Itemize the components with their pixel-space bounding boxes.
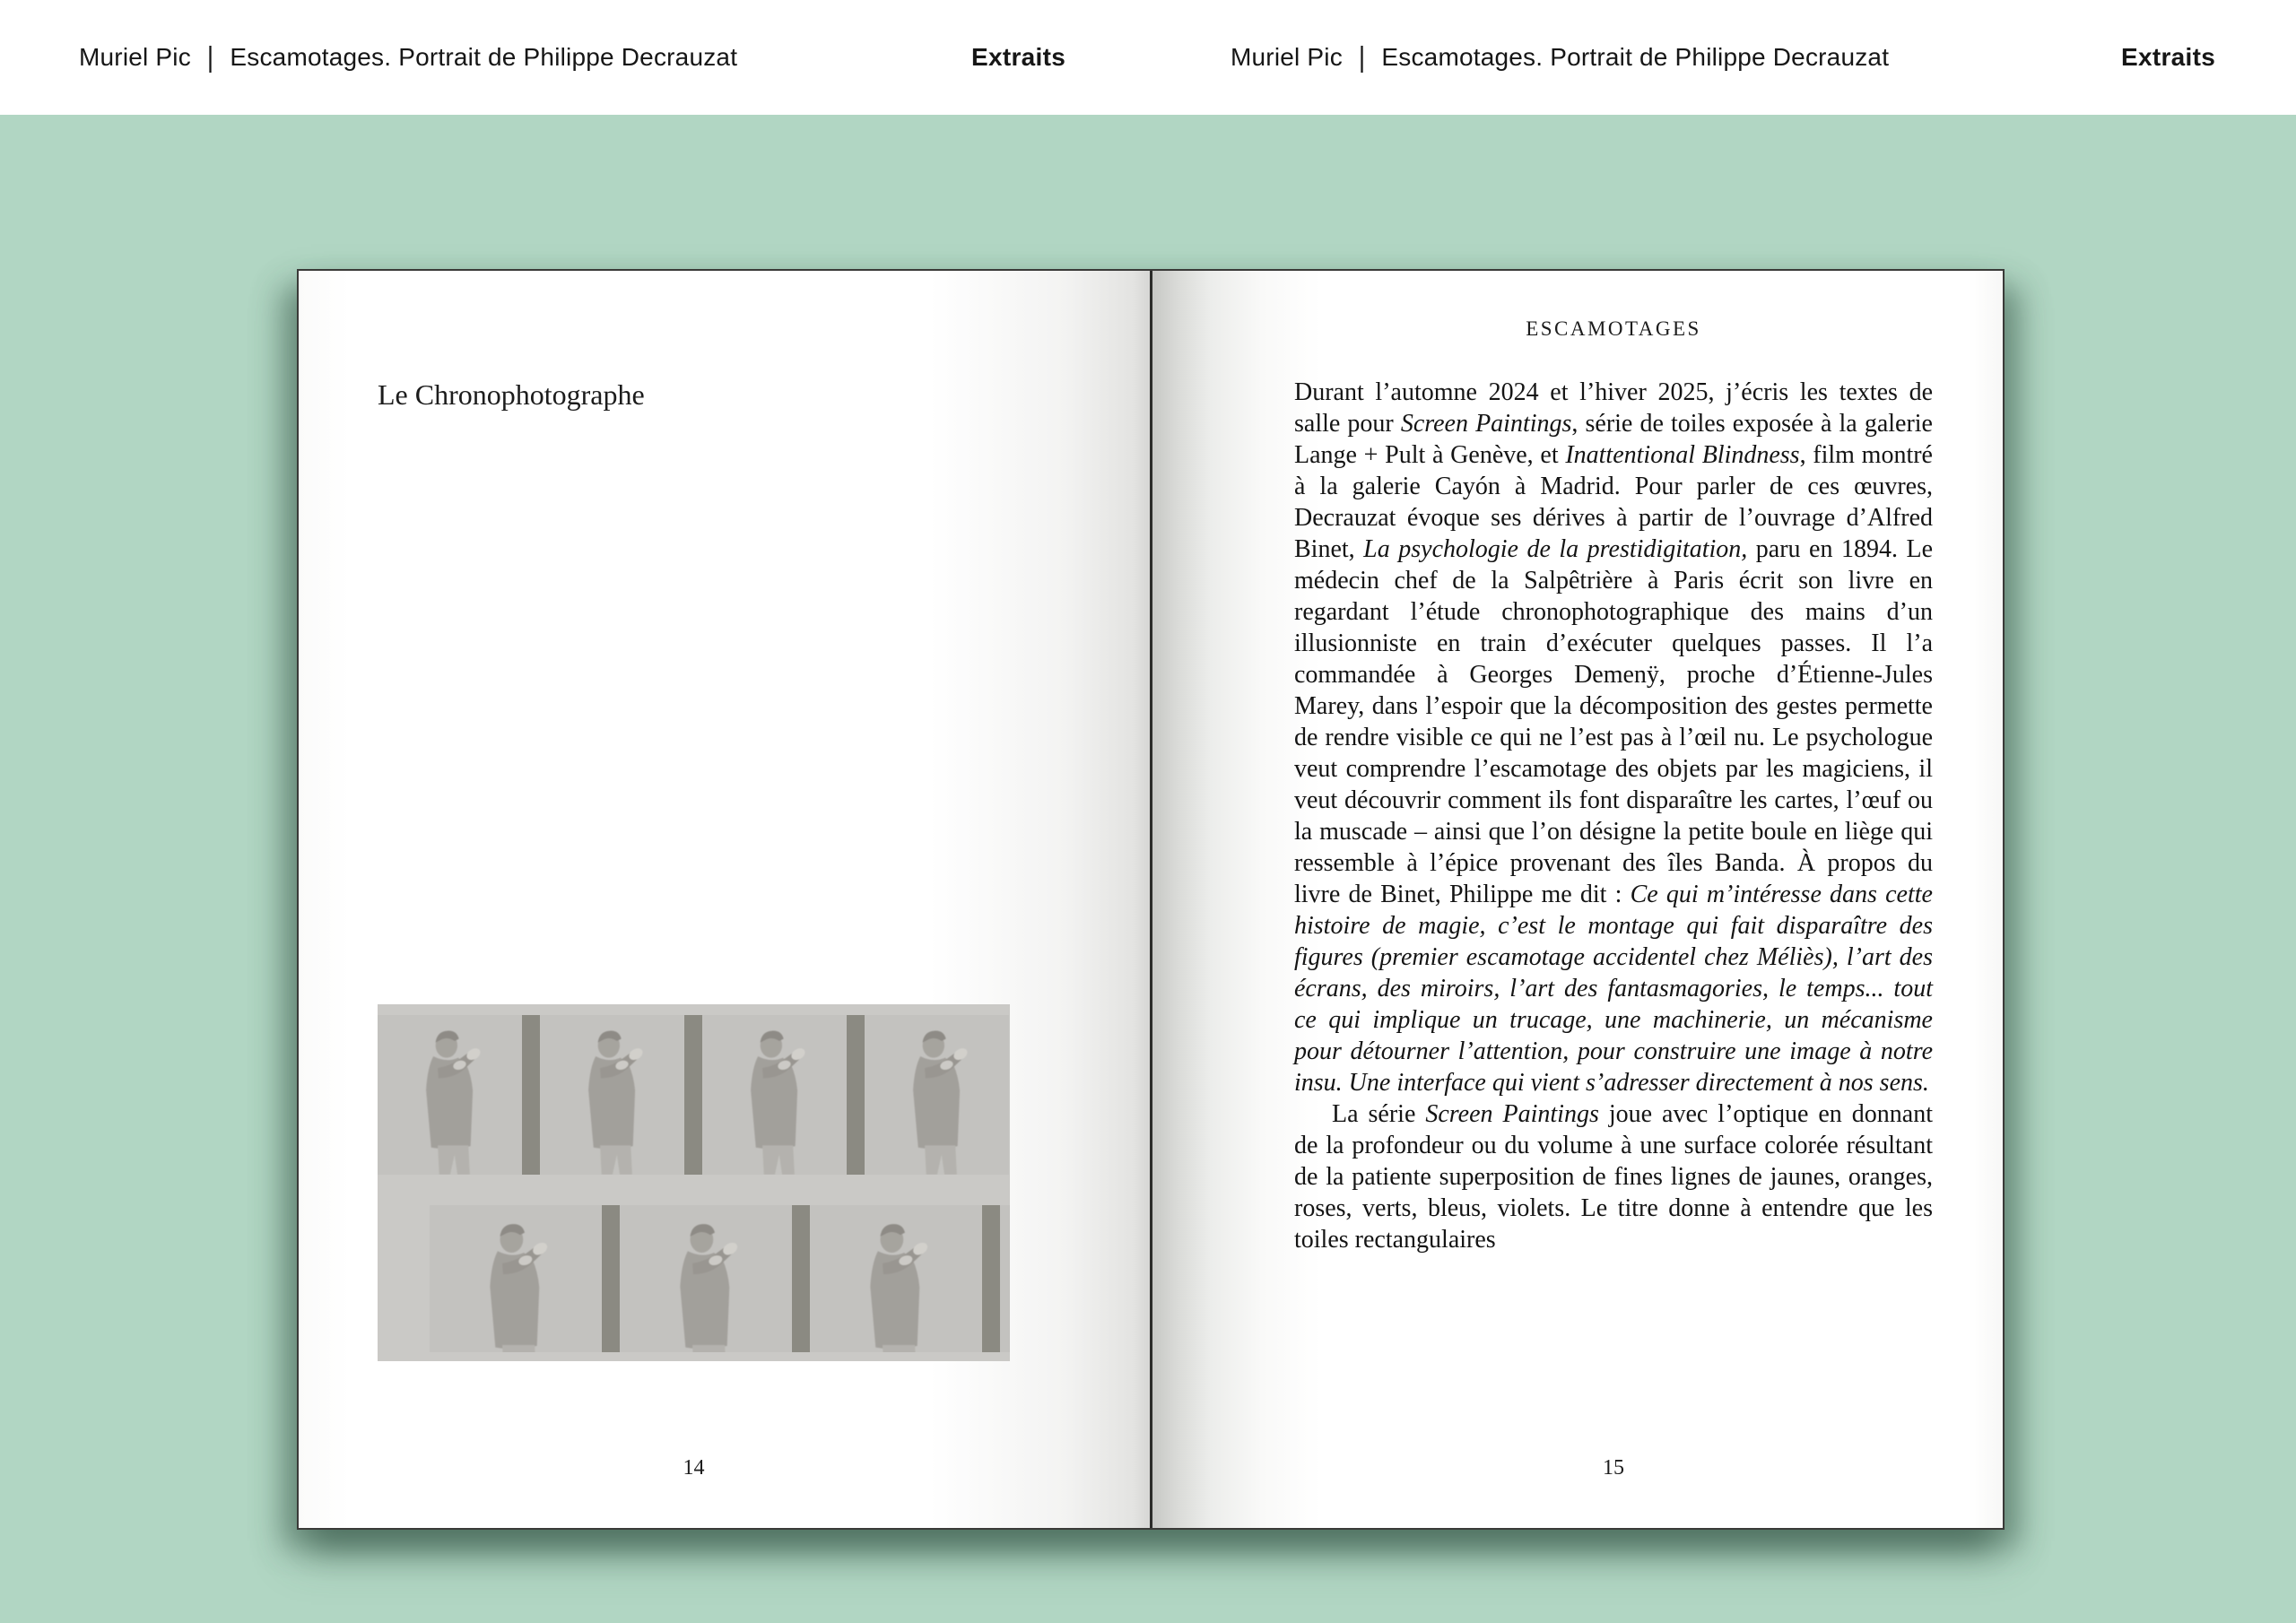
header-left-section-label: Extraits [971, 43, 1066, 71]
header-left-title [79, 0, 737, 115]
work-title: Escamotages. Portrait de Philippe Decrauzat [1381, 43, 1890, 71]
illusionist-figure [387, 1021, 502, 1175]
header-right-title [1231, 0, 1889, 115]
chronophoto-frame [865, 1015, 1009, 1175]
page-number-right: 15 [1603, 1456, 1624, 1480]
top-header-bar [0, 0, 2296, 115]
page-right [1151, 271, 2003, 1528]
paragraph: Durant l’automne 2024 et l’hiver 2025, j’écris les textes de salle pour Screen Paintings, série de toiles exposée à la galerie Lange + Pult à Genève, et Inattentional Blindness, film montré à la galerie Cayón à Madrid. Pour parler de ces œuvres, Decrauzat évoque ses dérives à partir de l’ouvrage d’Alfred Binet, La psychologie de la prestidigitation, paru en 1894. Le médecin chef de la Salpêtrière à Paris écrit son livre en regardant l’étude chronophotographique des mains d’un illusionniste en train d’exécuter quelques passes. Il l’a commandée à Georges Demenÿ, proche d’Étienne-Jules Marey, dans l’espoir que la décomposition des gestes permette de rendre visible ce qui ne l’est pas à l’œil nu. Le psychologue veut comprendre l’escamotage des objets par les magiciens, il veut découvrir comment ils font disparaître les cartes, l’œuf ou la muscade – ainsi que l’on désigne la petite boule en liège qui ressemble à l’épice provenant des îles Banda. À propos du livre de Binet, Philippe me dit : Ce qui m’intéresse dans cette histoire de magie, c’est le montage qui fait disparaître des figures (premier escamotage accidentel chez Méliès), l’art des écrans, des miroirs, l’art des fantasmagories, le temps... tout ce qui implique un trucage, une machinerie, un mécanisme pour détourner l’attention, pour construire une image à notre insu. Une interface qui vient s’adresser directement à nos sens. [1294, 378, 1934, 1097]
photo-strip-top [378, 1015, 1010, 1175]
running-head: ESCAMOTAGES [1526, 317, 1701, 340]
frame-separator [522, 1015, 540, 1175]
frame-separator [982, 1205, 1000, 1352]
photo-strip-bottom [430, 1205, 1010, 1352]
paragraph: La série Screen Paintings joue avec l’optique en donnant de la profondeur ou du volume à une surface colorée résultant de la patiente superposition de fines lignes de jaunes, oranges, roses, verts, bleus, violets. Le titre donne à entendre que les toiles rectangulaires [1294, 1100, 1933, 1254]
author-name: Muriel Pic [79, 43, 191, 71]
illusionist-figure [440, 1214, 578, 1352]
work-title: Escamotages. Portrait de Philippe Decrauzat [230, 43, 738, 71]
page-number-left: 14 [683, 1456, 705, 1480]
frame-separator [847, 1015, 865, 1175]
frame-separator [792, 1205, 810, 1352]
frame-separator [602, 1205, 620, 1352]
illusionist-figure [549, 1021, 665, 1175]
chronophoto-frame [620, 1205, 792, 1352]
chronophoto-frame [810, 1205, 982, 1352]
illusionist-figure [874, 1021, 989, 1175]
chapter-title: Le Chronophotographe [378, 378, 645, 411]
page-left [299, 271, 1151, 1528]
chronophoto-frame [378, 1015, 522, 1175]
chronophoto-frame [430, 1205, 602, 1352]
author-name: Muriel Pic [1231, 43, 1343, 71]
body-text [1294, 377, 1933, 1255]
chronophoto-frame [702, 1015, 847, 1175]
illusionist-figure [631, 1214, 769, 1352]
header-separator-bar: | [1358, 40, 1366, 74]
chronophotograph-image [378, 1004, 1010, 1361]
chronophoto-frame [1000, 1205, 1010, 1352]
chronophoto-frame [540, 1015, 684, 1175]
header-separator-bar: | [206, 40, 214, 74]
illusionist-figure [711, 1021, 827, 1175]
frame-separator [684, 1015, 702, 1175]
book-spine [1150, 271, 1152, 1528]
book-spread [297, 269, 2005, 1530]
illusionist-figure [821, 1214, 959, 1352]
header-right-section-label: Extraits [2121, 43, 2216, 71]
